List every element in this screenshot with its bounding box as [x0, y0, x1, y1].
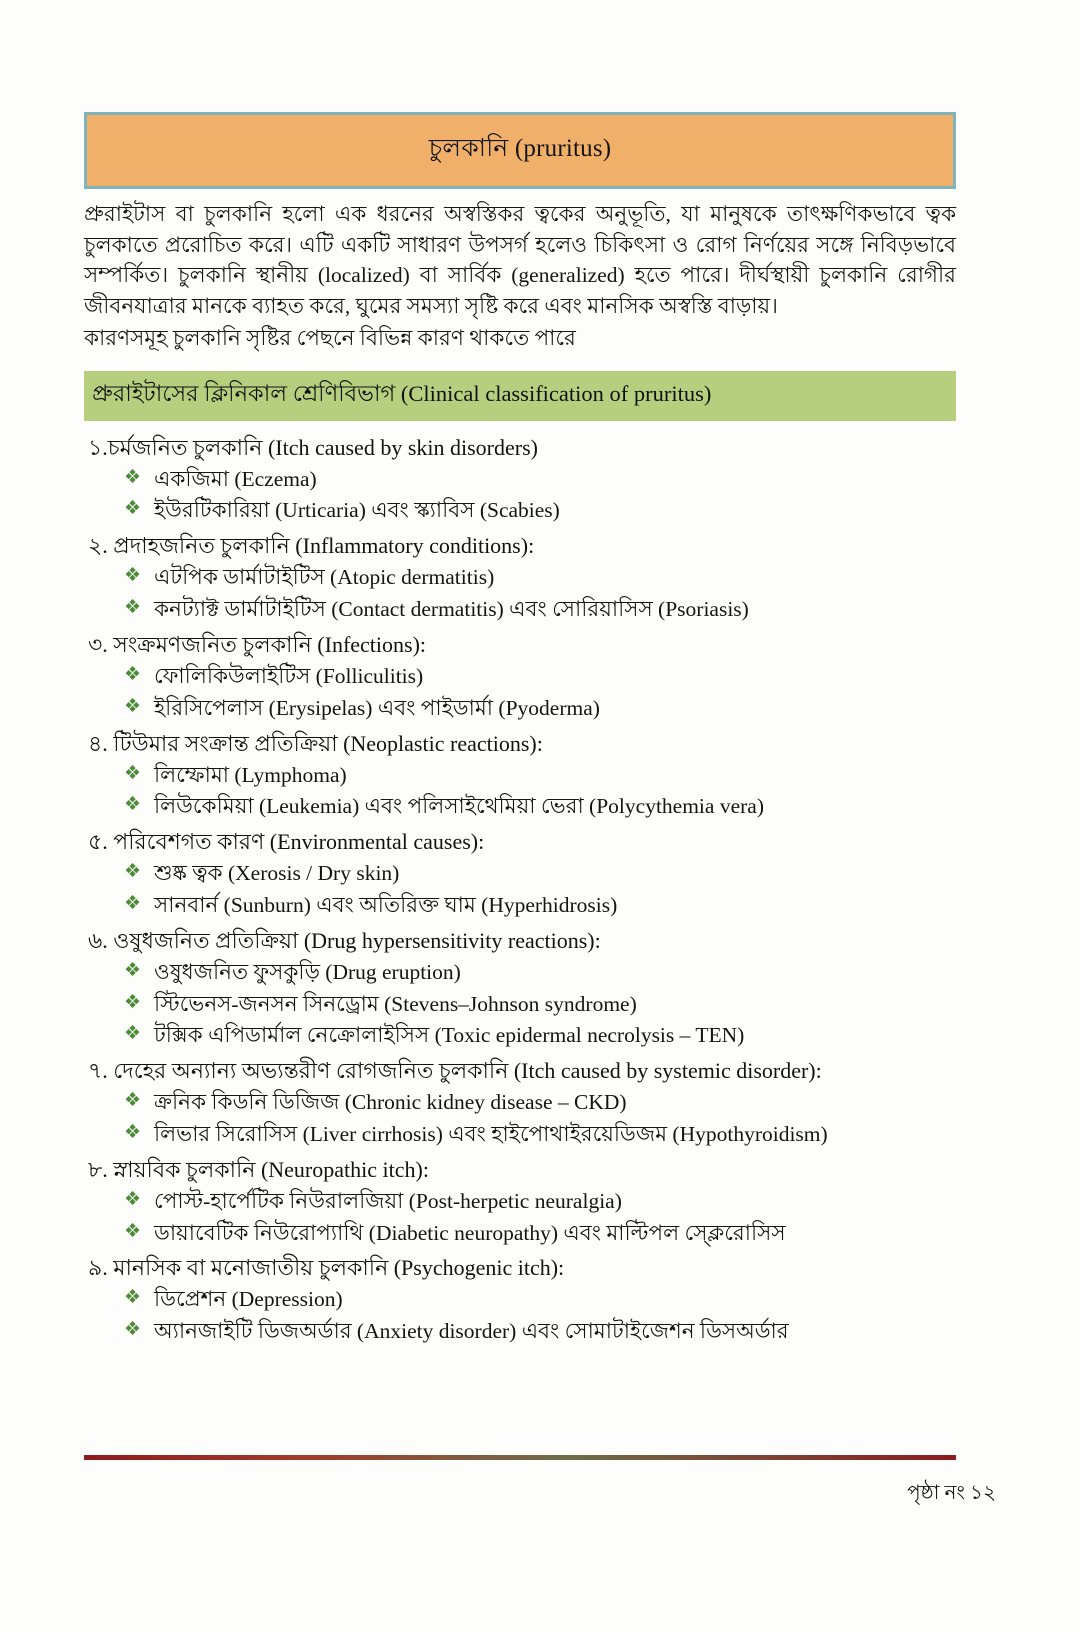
intro-section	[84, 199, 956, 354]
sub-list	[84, 1186, 956, 1250]
diamond-bullet-icon: ❖	[124, 1319, 142, 1341]
list-item	[124, 760, 956, 792]
diamond-bullet-icon: ❖	[124, 1188, 142, 1210]
diamond-bullet-icon: ❖	[124, 1220, 142, 1242]
section-header: প্রুরাইটাসের ক্লিনিকাল শ্রেণিবিভাগ (Clinical classification of pruritus)	[84, 371, 956, 421]
sub-list	[84, 562, 956, 626]
list-item	[124, 989, 956, 1021]
list-item	[124, 858, 956, 890]
list-item	[124, 1186, 956, 1218]
classification-heading: ২. প্রদাহজনিত চুলকানি (Inflammatory conditions):	[88, 533, 535, 559]
classification-heading: ৭. দেহের অন্যান্য অভ্যন্তরীণ রোগজনিত চুলকানি (Itch caused by systemic disorder):	[88, 1058, 822, 1084]
list-item	[84, 431, 956, 528]
classification-heading: ৫. পরিবেশগত কারণ (Environmental causes):	[88, 829, 485, 855]
sub-item-label: টক্সিক এপিডার্মাল নেক্রোলাইসিস (Toxic epidermal necrolysis – TEN)	[154, 1023, 745, 1048]
sub-item-label: ক্রনিক কিডনি ডিজিজ (Chronic kidney disease – CKD)	[154, 1090, 627, 1115]
sub-list	[84, 464, 956, 528]
list-item	[124, 1087, 956, 1119]
sub-item-label: শুষ্ক ত্বক (Xerosis / Dry skin)	[154, 861, 400, 886]
list-item	[84, 825, 956, 922]
list-item	[124, 661, 956, 693]
list-item	[124, 1020, 956, 1052]
classification-heading: ৩. সংক্রমণজনিত চুলকানি (Infections):	[88, 631, 427, 657]
diamond-bullet-icon: ❖	[124, 695, 142, 717]
sub-item-label: ফোলিকিউলাইটিস (Folliculitis)	[154, 663, 424, 688]
diamond-bullet-icon: ❖	[124, 498, 142, 520]
list-item	[124, 1284, 956, 1316]
list-item	[84, 727, 956, 824]
sub-item-label: ইরিসিপেলাস (Erysipelas) এবং পাইডার্মা (Pyoderma)	[154, 695, 600, 720]
sub-list	[84, 858, 956, 922]
list-item	[84, 924, 956, 1052]
sub-item-label: এটপিক ডার্মাটাইটিস (Atopic dermatitis)	[154, 565, 495, 590]
classification-list	[84, 431, 956, 1348]
sub-item-label: লিম্ফোমা (Lymphoma)	[154, 762, 347, 787]
sub-item-label: লিভার সিরোসিস (Liver cirrhosis) এবং হাইপোথাইরয়েডিজম (Hypothyroidism)	[154, 1122, 828, 1147]
sub-list	[84, 760, 956, 824]
diamond-bullet-icon: ❖	[124, 1122, 142, 1144]
diamond-bullet-icon: ❖	[124, 861, 142, 883]
sub-item-label: ইউরটিকারিয়া (Urticaria) এবং স্ক্যাবিস (Scabies)	[154, 498, 560, 523]
diamond-bullet-icon: ❖	[124, 1023, 142, 1045]
sub-item-label: একজিমা (Eczema)	[154, 466, 317, 491]
list-item	[84, 1054, 956, 1151]
sub-list	[84, 957, 956, 1052]
diamond-bullet-icon: ❖	[124, 794, 142, 816]
list-item	[124, 1119, 956, 1151]
intro-paragraph-1: প্রুরাইটাস বা চুলকানি হলো এক ধরনের অস্বস্তিকর ত্বকের অনুভূতি, যা মানুষকে তাৎক্ষণিকভাবে ত্বক চুলকাতে প্ররোচিত করে। এটি একটি সাধারণ উপসর্গ হলেও চিকিৎসা ও রোগ নির্ণয়ের সঙ্গে নিবিড়ভাবে সম্পর্কিত। চুলকানি স্থানীয় (localized) বা সার্বিক (generalized) হতে পারে। দীর্ঘস্থায়ী চুলকানি রোগীর জীবনযাত্রার মানকে ব্যাহত করে, ঘুমের সমস্যা সৃষ্টি করে এবং মানসিক অস্বস্তি বাড়ায়।	[84, 202, 956, 319]
list-item	[124, 693, 956, 725]
diamond-bullet-icon: ❖	[124, 892, 142, 914]
diamond-bullet-icon: ❖	[124, 597, 142, 619]
sub-list	[84, 1087, 956, 1151]
sub-list	[84, 1284, 956, 1348]
classification-heading: ৬. ওষুধজনিত প্রতিক্রিয়া (Drug hypersensitivity reactions):	[88, 927, 601, 953]
sub-item-label: কনট্যাক্ট ডার্মাটাইটিস (Contact dermatitis) এবং সোরিয়াসিস (Psoriasis)	[154, 597, 749, 622]
list-item	[124, 562, 956, 594]
intro-paragraph-2: কারণসমূহ চুলকানি সৃষ্টির পেছনে বিভিন্ন কারণ থাকতে পারে	[84, 325, 576, 350]
diamond-bullet-icon: ❖	[124, 959, 142, 981]
sub-item-label: লিউকেমিয়া (Leukemia) এবং পলিসাইথেমিয়া ভেরা (Polycythemia vera)	[154, 794, 764, 819]
classification-heading: ৯. মানসিক বা মনোজাতীয় চুলকানি (Psychogenic itch):	[88, 1255, 565, 1281]
list-item	[124, 890, 956, 922]
list-item	[124, 495, 956, 527]
sub-item-label: ডায়াবেটিক নিউরোপ্যাথি (Diabetic neuropathy) এবং মাল্টিপল স্ক্লেরোসিস	[154, 1220, 786, 1245]
list-item	[124, 1316, 956, 1348]
classification-heading: ৮. স্নায়বিক চুলকানি (Neuropathic itch):	[88, 1156, 429, 1182]
sub-item-label: অ্যানজাইটি ডিজঅর্ডার (Anxiety disorder) এবং সোমাটাইজেশন ডিসঅর্ডার	[154, 1319, 789, 1344]
sub-item-label: সানবার্ন (Sunburn) এবং অতিরিক্ত ঘাম (Hyperhidrosis)	[154, 892, 618, 917]
diamond-bullet-icon: ❖	[124, 663, 142, 685]
list-item	[124, 791, 956, 823]
footer-divider	[84, 1455, 956, 1460]
diamond-bullet-icon: ❖	[124, 466, 142, 488]
diamond-bullet-icon: ❖	[124, 762, 142, 784]
page-title: চুলকানি (pruritus)	[428, 135, 612, 162]
diamond-bullet-icon: ❖	[124, 565, 142, 587]
diamond-bullet-icon: ❖	[124, 991, 142, 1013]
classification-heading: ৪. টিউমার সংক্রান্ত প্রতিক্রিয়া (Neoplastic reactions):	[88, 730, 543, 756]
list-item	[84, 1153, 956, 1250]
list-item	[84, 1251, 956, 1348]
sub-item-label: ওষুধজনিত ফুসকুড়ি (Drug eruption)	[154, 959, 461, 984]
sub-list	[84, 661, 956, 725]
list-item	[84, 529, 956, 626]
list-item	[84, 628, 956, 725]
title-banner	[84, 112, 956, 189]
diamond-bullet-icon: ❖	[124, 1090, 142, 1112]
page-content	[84, 112, 956, 1350]
sub-item-label: পোস্ট-হার্পেটিক নিউরালজিয়া (Post-herpetic neuralgia)	[154, 1188, 622, 1213]
classification-heading: ১.চর্মজনিত চুলকানি (Itch caused by skin disorders)	[88, 434, 538, 460]
sub-item-label: ডিপ্রেশন (Depression)	[154, 1287, 343, 1312]
diamond-bullet-icon: ❖	[124, 1287, 142, 1309]
page-number: পৃষ্ঠা নং ১২	[907, 1482, 996, 1504]
list-item	[124, 464, 956, 496]
list-item	[124, 1218, 956, 1250]
list-item	[124, 957, 956, 989]
list-item	[124, 594, 956, 626]
sub-item-label: স্টিভেনস-জনসন সিনড্রোম (Stevens–Johnson syndrome)	[154, 991, 637, 1016]
